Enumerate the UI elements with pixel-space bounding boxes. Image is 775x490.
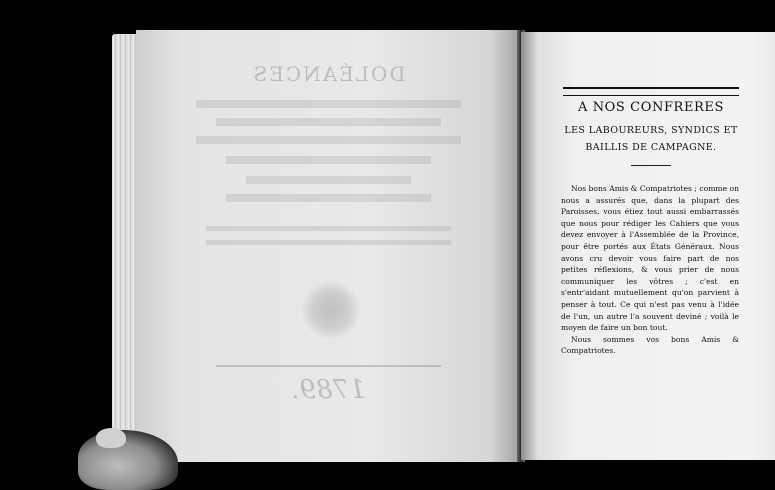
ghost-year: 1789.: [291, 375, 366, 405]
thumb: [96, 428, 126, 448]
body-text: [561, 183, 739, 357]
ghost-line: [196, 136, 461, 144]
ornament-icon: [301, 280, 361, 340]
subheading-line-2: BAILLIS DE CAMPAGNE.: [585, 142, 717, 153]
open-book: [112, 30, 739, 462]
ghost-rule: [216, 365, 441, 367]
ghost-line: [246, 176, 411, 184]
short-rule: [631, 165, 671, 166]
paragraph-1: Nos bons Amis & Compatriotes ; comme on nous a assurés que, dans la plupart des Paroisses, vous étiez tout aussi embarrassés que nous pour rédiger les Cahiers que vous devez envoyer à l'Assemblée de la Province, pour être portés aux États Généraux. Nous avons cru devoir vous faire part de nos petites réflexions, & vous prier de nous communiquer les vôtres ; c'est en s'entr'aidant mutuellement qu'on parvient à penser à tout. Ce qui n'est pas venu à l'idée de l'un, un autre l'a souvent deviné ; voilà le moyen de faire un bon tout.: [561, 184, 739, 333]
left-page: [136, 30, 521, 462]
ghost-title: DOLÉANCES: [251, 62, 406, 86]
ghost-line: [226, 194, 431, 202]
subheading-line-1: LES LABOUREURS, SYNDICS ET: [564, 125, 738, 136]
bleed-through: [136, 30, 521, 462]
ghost-line: [196, 100, 461, 108]
right-page: [521, 32, 775, 460]
ghost-line: [206, 240, 451, 245]
paragraph-2: Nous sommes vos bons Amis & Compatriotes.: [561, 334, 739, 356]
ghost-line: [216, 118, 441, 126]
ghost-line: [226, 156, 431, 164]
page-heading: A NOS CONFRERES: [577, 100, 725, 115]
ghost-line: [206, 226, 451, 231]
double-rule: [563, 87, 739, 96]
